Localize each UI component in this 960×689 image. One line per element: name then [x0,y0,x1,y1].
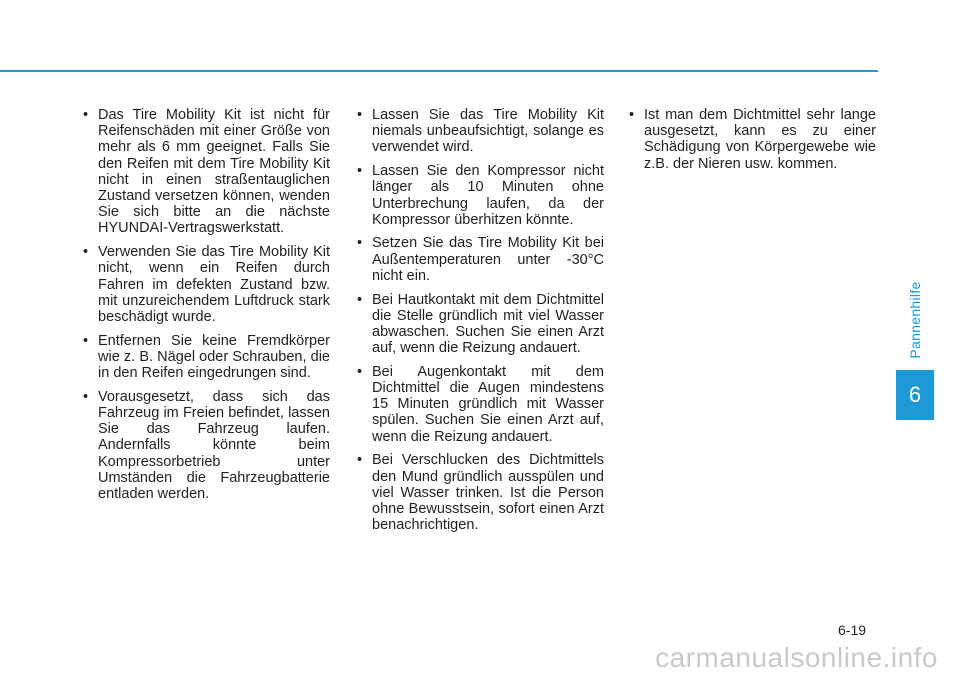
column-right [626,107,876,179]
watermark: carmanualsonline.info [655,642,938,673]
column-left [80,107,330,510]
bullet-item: • Verwenden Sie das Tire Mobility Kit nicht, wenn ein Reifen durch Fahren im defekten Zustand bzw. mit unzureichendem Luftdruck stark beschädigt wurde. [80,244,330,325]
bullet-item: • Ist man dem Dichtmittel sehr lange ausgesetzt, kann es zu einer Schädigung von Körpergewebe wie z.B. der Nieren usw. kommen. [626,107,876,172]
page-number: 6-19 [838,622,867,638]
bullet-item: • Lassen Sie das Tire Mobility Kit niemals unbeaufsichtigt, solange es verwendet wird. [354,107,604,156]
bullet-item: • Das Tire Mobility Kit ist nicht für Reifenschäden mit einer Größe von mehr als 6 mm geeignet. Falls Sie den Reifen mit dem Tire Mobility Kit nicht in einen straßentauglichen Zustand versetzen können, wenden Sie sich bitte an die nächste HYUNDAI-Vertragswerkstatt. [80,107,330,237]
column-middle [354,107,604,541]
bullet-item: • Entfernen Sie keine Fremdkörper wie z. B. Nägel oder Schrauben, die in den Reifen eingedrungen sind. [80,333,330,382]
bullet-item: • Vorausgesetzt, dass sich das Fahrzeug im Freien befindet, lassen Sie das Fahrzeug laufen. Andernfalls könnte beim Kompressorbetrieb unter Umständen die Fahrzeugbatterie entladen werden. [80,389,330,502]
header-rule [0,70,878,72]
bullet-item: • Bei Verschlucken des Dichtmittels den Mund gründlich ausspülen und viel Wasser trinken. Ist die Person ohne Bewusstsein, sofort einen Arzt benachrichtigen. [354,452,604,533]
bullet-item: • Lassen Sie den Kompressor nicht länger als 10 Minuten ohne Unterbrechung laufen, da der Kompressor überhitzen könnte. [354,163,604,228]
bullet-item: • Bei Hautkontakt mit dem Dichtmittel die Stelle gründlich mit viel Wasser abwaschen. Suchen Sie einen Arzt auf, wenn die Reizung andauert. [354,292,604,357]
bullet-item: • Setzen Sie das Tire Mobility Kit bei Außentemperaturen unter -30°C nicht ein. [354,235,604,284]
bullet-item: • Bei Augenkontakt mit dem Dichtmittel die Augen mindestens 15 Minuten gründlich mit Wasser spülen. Suchen Sie einen Arzt auf, wenn die Reizung andauert. [354,364,604,445]
chapter-label: Pannenhilfe [907,281,923,359]
chapter-tab[interactable] [896,370,934,420]
chapter-number: 6 [908,382,922,407]
